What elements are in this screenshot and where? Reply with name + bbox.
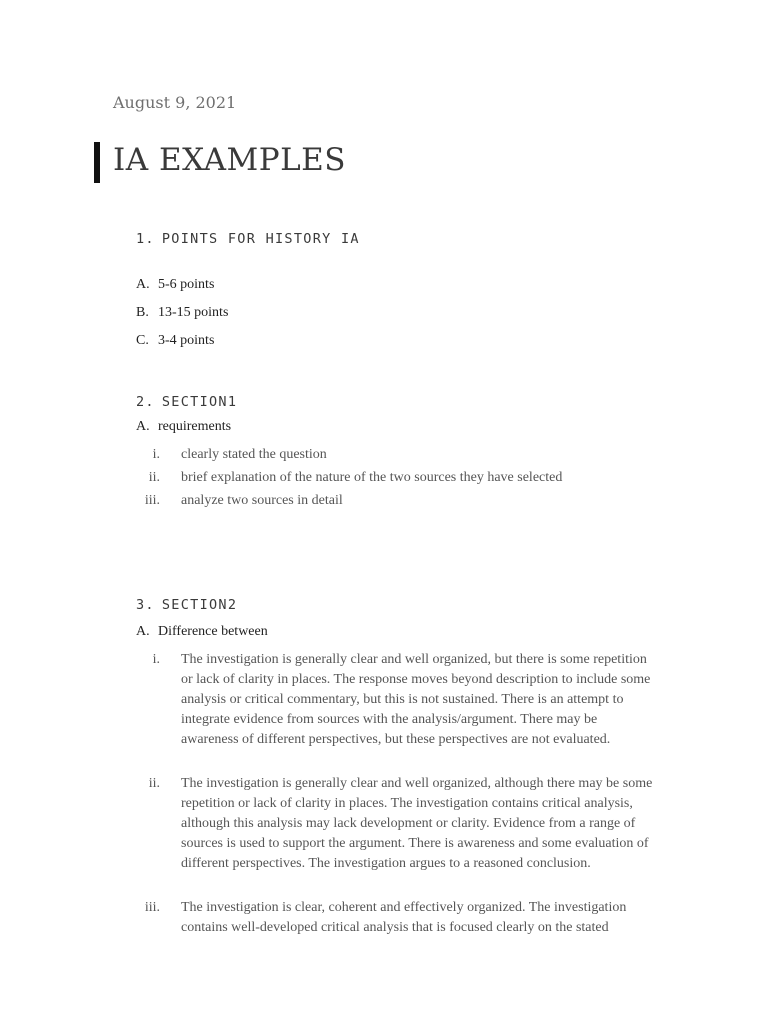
- sub-list-item: [136, 445, 656, 465]
- sub-list-marker: i.: [152, 447, 160, 462]
- title-accent-bar: [94, 142, 100, 183]
- sub-list-marker: iii.: [144, 493, 160, 508]
- sub-list-item: [136, 650, 656, 750]
- sub-list-marker: iii.: [144, 900, 160, 915]
- section-title: SECTION2: [161, 597, 238, 613]
- list-marker: A.: [136, 624, 150, 639]
- sub-list-text: The investigation is clear, coherent and effectively organized. The investigation contains well-developed critical analysis that is focused clearly on the stated: [181, 900, 627, 935]
- list-item-text: 13-15 points: [158, 305, 229, 320]
- sub-list-text: clearly stated the question: [181, 447, 327, 462]
- list-marker: C.: [136, 333, 149, 348]
- sub-list-marker: ii.: [148, 470, 160, 485]
- section-heading: [136, 231, 360, 247]
- list-marker: B.: [136, 305, 149, 320]
- section-number: 3.: [136, 597, 155, 613]
- sub-list-text: brief explanation of the nature of the two sources they have selected: [181, 470, 563, 485]
- list-item: [136, 333, 214, 349]
- sub-list-text: analyze two sources in detail: [181, 493, 343, 508]
- sub-list-item: [136, 491, 656, 511]
- list-marker: A.: [136, 277, 150, 292]
- sub-list-marker: ii.: [148, 776, 160, 791]
- document-date: August 9, 2021: [113, 93, 237, 112]
- list-item: [136, 419, 231, 435]
- sub-list-item: [136, 898, 656, 938]
- list-item-text: Difference between: [158, 624, 268, 639]
- list-item: [136, 624, 268, 640]
- list-item: [136, 305, 228, 321]
- document-title: IA EXAMPLES: [113, 142, 347, 178]
- sub-list-item: [136, 774, 656, 894]
- section-heading: [136, 394, 237, 410]
- sub-list-text: The investigation is generally clear and well organized, although there may be some repetition or lack of clarity in places. The investigation contains critical analysis, although this analysis may lack development or clarity. Evidence from a range of sources is used to support the argument. There is awareness and some evaluation of different perspectives. The investigation argues to a reasoned conclusion.: [181, 776, 653, 871]
- list-item: [136, 277, 214, 293]
- list-marker: A.: [136, 419, 150, 434]
- section-title: POINTS FOR HISTORY IA: [161, 231, 360, 247]
- list-item-text: requirements: [158, 419, 232, 434]
- section-title: SECTION1: [161, 394, 238, 410]
- section-number: 2.: [136, 394, 155, 410]
- sub-list-item: [136, 468, 656, 488]
- sub-list-marker: i.: [152, 652, 160, 667]
- section-number: 1.: [136, 231, 155, 247]
- list-item-text: 3-4 points: [158, 333, 215, 348]
- list-item-text: 5-6 points: [158, 277, 215, 292]
- sub-list-text: The investigation is generally clear and well organized, but there is some repetition or lack of clarity in places. The response moves beyond description to include some analysis or critical commentary, but this is not sustained. There is an attempt to integrate evidence from sources with the analysis/argument. There may be awareness of different perspectives, but these perspectives are not evaluated.: [181, 652, 651, 747]
- section-heading: [136, 597, 237, 613]
